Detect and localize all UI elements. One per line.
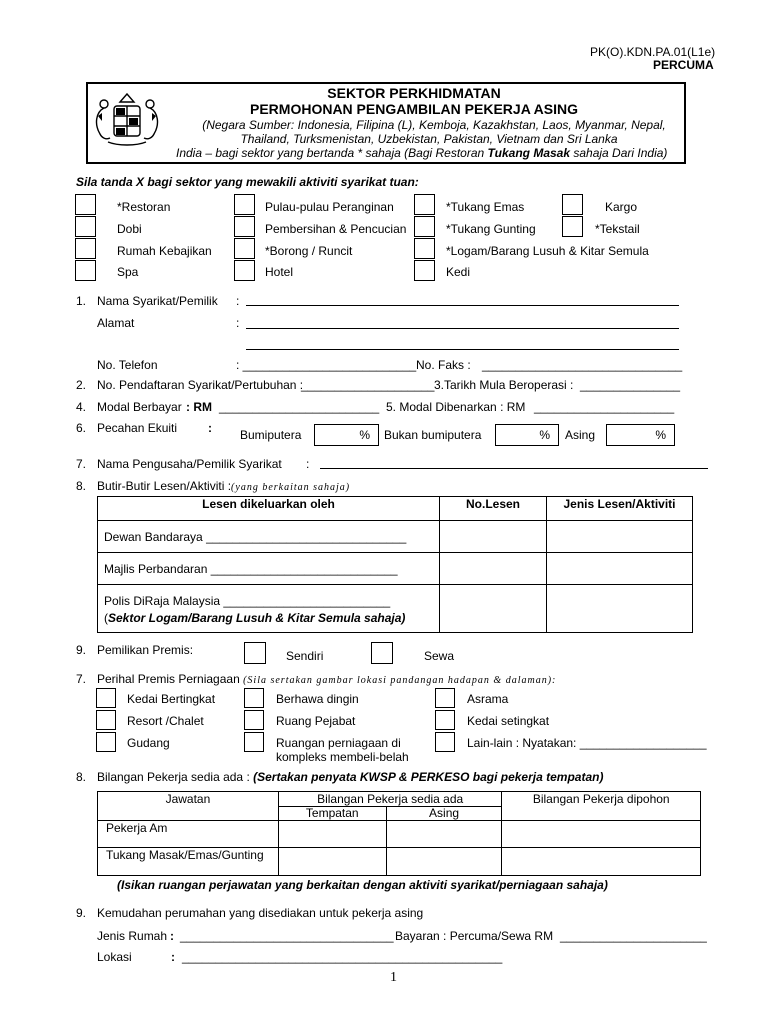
checkbox-borong-runcit[interactable]: [234, 238, 255, 259]
workers-label: Bilangan Pekerja sedia ada : (Sertakan penyata KWSP & PERKESO bagi pekerja tempatan): [97, 770, 604, 784]
authorized-capital-field[interactable]: _____________________: [534, 400, 675, 414]
checkbox-gudang[interactable]: [96, 732, 116, 752]
company-name-label: Nama Syarikat/Pemilik: [97, 294, 218, 308]
equity-label: Pecahan Ekuiti: [97, 421, 178, 435]
registration-label: No. Pendaftaran Syarikat/Pertubuhan :: [97, 378, 304, 392]
premises-other-field[interactable]: Lain-lain : Nyatakan: ___________________: [467, 736, 707, 750]
housing-label: Kemudahan perumahan yang disediakan untuk pekerja asing: [97, 906, 424, 920]
authorized-capital-label: 5. Modal Dibenarkan : RM: [386, 400, 526, 414]
tempatan-cell[interactable]: [278, 821, 386, 848]
address-field-1[interactable]: [246, 328, 679, 329]
premises-option-label: Berhawa dingin: [276, 692, 359, 706]
title-line-2: PERMOHONAN PENGAMBILAN PEKERJA ASING: [250, 101, 578, 117]
phone-label: No. Telefon: [97, 358, 158, 372]
q7-number: 7.: [76, 457, 87, 471]
sector-label: *Tukang Gunting: [446, 222, 536, 236]
paid-capital-rm: : RM: [186, 400, 212, 414]
q1-number: 1.: [76, 294, 87, 308]
colon: :: [171, 950, 175, 964]
premises-option-label: Gudang: [127, 736, 170, 750]
phone-field[interactable]: : __________________________: [236, 358, 417, 372]
q4-number: 4.: [76, 400, 87, 414]
checkbox-kedai-bertingkat[interactable]: [96, 688, 116, 708]
q9-number: 9.: [76, 643, 87, 657]
jawatan-header: Jawatan: [98, 792, 279, 821]
price-label: PERCUMA: [653, 58, 714, 72]
owner-name-label: Nama Pengusaha/Pemilik Syarikat: [97, 457, 282, 471]
checkbox-resort-chalet[interactable]: [96, 710, 116, 730]
bumiputera-label: Bumiputera: [240, 428, 302, 442]
checkbox-rumah-kebajikan[interactable]: [75, 238, 96, 259]
house-type-field[interactable]: ________________________________: [180, 929, 394, 943]
sector-label: *Logam/Barang Lusuh & Kitar Semula: [446, 244, 649, 258]
license-type-cell[interactable]: [547, 585, 693, 633]
premises-option-label: Asrama: [467, 692, 509, 706]
q7b-number: 7.: [76, 672, 87, 686]
sector-label: Rumah Kebajikan: [117, 244, 212, 258]
license-number-cell[interactable]: [440, 521, 547, 553]
checkbox-tekstail[interactable]: [562, 216, 583, 237]
source-countries-line-2: Thailand, Turksmenistan, Uzbekistan, Pakistan, Vietnam dan Sri Lanka: [240, 132, 618, 146]
sector-label: Pembersihan & Pencucian: [265, 222, 407, 236]
q9b-number: 9.: [76, 906, 87, 920]
foreign-percent-field[interactable]: %: [606, 424, 675, 446]
license-type-header: Jenis Lesen/Aktiviti: [547, 497, 693, 521]
checkbox-tukang-gunting[interactable]: [414, 216, 435, 237]
sector-label: Pulau-pulau Peranginan: [265, 200, 394, 214]
requested-workers-header: Bilangan Pekerja dipohon: [502, 792, 701, 821]
existing-workers-header: Bilangan Pekerja sedia ada: [278, 792, 502, 807]
payment-field[interactable]: ______________________: [560, 929, 707, 943]
checkbox-logam[interactable]: [414, 238, 435, 259]
tempatan-cell[interactable]: [278, 848, 386, 876]
checkbox-kedi[interactable]: [414, 260, 435, 281]
fax-label: No. Faks :: [416, 358, 471, 372]
sector-label: Kargo: [605, 200, 638, 214]
colon: :: [236, 316, 240, 330]
checkbox-kargo[interactable]: [562, 194, 583, 215]
license-table: [97, 496, 693, 633]
q8b-number: 8.: [76, 770, 87, 784]
premises-option-label: Kedai setingkat: [467, 714, 550, 728]
q8-number: 8.: [76, 479, 87, 493]
non-bumiputera-label: Bukan bumiputera: [384, 428, 482, 442]
asing-cell[interactable]: [386, 821, 502, 848]
table-row: Polis DiRaja Malaysia _________________________ (Sektor Logam/Barang Lusuh & Kitar Semula sahaja): [98, 585, 440, 633]
house-type-label: Jenis Rumah: [97, 929, 168, 943]
colon: :: [236, 294, 240, 308]
checkbox-spa[interactable]: [75, 260, 96, 281]
address-label: Alamat: [97, 316, 135, 330]
address-field-2[interactable]: [246, 349, 679, 350]
checkbox-tukang-emas[interactable]: [414, 194, 435, 215]
license-number-cell[interactable]: [440, 553, 547, 585]
foreign-label: Asing: [565, 428, 596, 442]
requested-cell[interactable]: [502, 821, 701, 848]
location-field[interactable]: ________________________________________________: [182, 950, 503, 964]
colon: :: [306, 457, 310, 471]
license-number-cell[interactable]: [440, 585, 547, 633]
requested-cell[interactable]: [502, 848, 701, 876]
sector-label: Dobi: [117, 222, 142, 236]
sector-label: Kedi: [446, 265, 471, 279]
premises-ownership-label: Pemilikan Premis:: [97, 643, 194, 657]
table-row: Tukang Masak/Emas/Gunting: [98, 848, 279, 876]
checkbox-pulau-peranginan[interactable]: [234, 194, 255, 215]
paid-capital-label: Modal Berbayar: [97, 400, 182, 414]
license-type-cell[interactable]: [547, 553, 693, 585]
checkbox-dobi[interactable]: [75, 216, 96, 237]
table-row: Dewan Bandaraya ______________________________: [98, 521, 440, 553]
license-issuer-header: Lesen dikeluarkan oleh: [98, 497, 440, 521]
colon: :: [170, 929, 174, 943]
table-row: Pekerja Am: [98, 821, 279, 848]
title-line-1: SEKTOR PERKHIDMATAN: [327, 85, 501, 101]
colon: :: [208, 421, 212, 435]
workers-footnote: (Isikan ruangan perjawatan yang berkaitan dengan aktiviti syarikat/perniagaan sahaja): [117, 878, 608, 892]
sector-label: *Restoran: [117, 200, 171, 214]
checkbox-lain-lain[interactable]: [435, 732, 455, 752]
checkbox-sendiri[interactable]: [244, 642, 266, 664]
tempatan-header: Tempatan: [278, 807, 386, 821]
start-date-field[interactable]: _______________: [580, 378, 681, 392]
checkbox-hotel[interactable]: [234, 260, 255, 281]
premises-option-label: Ruang Pejabat: [276, 714, 356, 728]
checkbox-asrama[interactable]: [435, 688, 455, 708]
premises-option-label: Ruangan perniagaan di: [276, 736, 401, 750]
license-number-header: No.Lesen: [440, 497, 547, 521]
license-type-cell[interactable]: [547, 521, 693, 553]
form-code: PK(O).KDN.PA.01(L1e): [590, 45, 716, 59]
asing-header: Asing: [386, 807, 502, 821]
start-date-label: 3.Tarikh Mula Beroperasi :: [434, 378, 574, 392]
sector-instruction: Sila tanda X bagi sektor yang mewakili aktiviti syarikat tuan:: [76, 175, 419, 189]
company-name-field[interactable]: [246, 305, 679, 306]
asing-cell[interactable]: [386, 848, 502, 876]
q6-number: 6.: [76, 421, 87, 435]
checkbox-ruangan-perniagaan[interactable]: [244, 732, 264, 752]
sector-label: *Tukang Emas: [446, 200, 525, 214]
checkbox-sewa[interactable]: [371, 642, 393, 664]
sector-label: *Tekstail: [595, 222, 640, 236]
source-countries-line-3: India – bagi sektor yang bertanda * sahaja (Bagi Restoran Tukang Masak sahaja Dari India): [176, 146, 668, 160]
checkbox-restoran[interactable]: [75, 194, 96, 215]
checkbox-ruang-pejabat[interactable]: [244, 710, 264, 730]
non-bumiputera-percent-field[interactable]: %: [495, 424, 559, 446]
workers-table: [97, 791, 701, 876]
premises-option-label: Kedai Bertingkat: [127, 692, 216, 706]
checkbox-pembersihan[interactable]: [234, 216, 255, 237]
location-label: Lokasi: [97, 950, 132, 964]
table-row: Majlis Perbandaran ____________________________: [98, 553, 440, 585]
fax-field[interactable]: ______________________________: [482, 358, 683, 372]
owner-name-field[interactable]: [320, 468, 708, 469]
checkbox-kedai-setingkat[interactable]: [435, 710, 455, 730]
paid-capital-field[interactable]: ________________________: [219, 400, 380, 414]
bumiputera-percent-field[interactable]: %: [314, 424, 379, 446]
sector-label: Spa: [117, 265, 139, 279]
source-countries-line-1: (Negara Sumber: Indonesia, Filipina (L), Kemboja, Kazakhstan, Laos, Myanmar, Nepal,: [202, 118, 666, 132]
page-number: 1: [390, 970, 397, 985]
option-label: Sewa: [424, 649, 455, 663]
payment-label: Bayaran : Percuma/Sewa RM: [395, 929, 554, 943]
option-label: Sendiri: [286, 649, 324, 663]
sector-label: Hotel: [265, 265, 294, 279]
checkbox-berhawa-dingin[interactable]: [244, 688, 264, 708]
q2-number: 2.: [76, 378, 87, 392]
premises-option-label: kompleks membeli-belah: [276, 750, 409, 764]
premises-option-label: Resort /Chalet: [127, 714, 204, 728]
license-label: Butir-Butir Lesen/Aktiviti :(yang berkaitan sahaja): [97, 479, 351, 493]
registration-field[interactable]: ____________________: [301, 378, 435, 392]
premises-description-label: Perihal Premis Perniagaan (Sila sertakan gambar lokasi pandangan hadapan & dalaman):: [97, 672, 557, 686]
sector-label: *Borong / Runcit: [265, 244, 353, 258]
